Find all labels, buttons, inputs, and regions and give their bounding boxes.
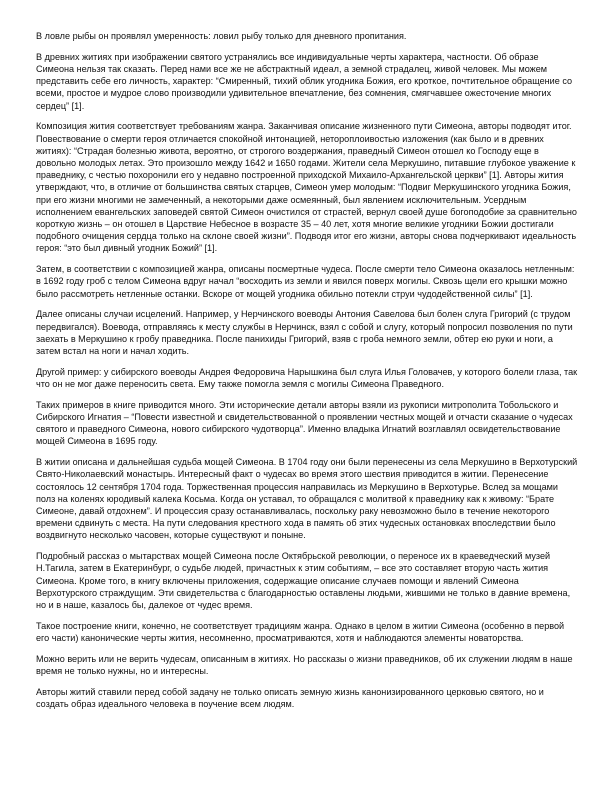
paragraph-11: Можно верить или не верить чудесам, описанным в житиях. Но рассказы о жизни праведников, об их служении людям в наше время не только нужны, но и интересны. — [36, 653, 573, 677]
paragraph-5: Далее описаны случаи исцелений. Например, у Нерчинского воеводы Антония Савелова был болен слуга Григорий (с трудом передвигался). Воевода, отправляясь к месту службы в Нерчинск, взял с собой и слугу, который попросил позволения по пути заехать в Меркушино к гробу праведника. После панихиды Григорий, взяв с гроба немного земли, обтер ею руки и ноги, а затем встал на ноги и начал ходить. — [36, 309, 573, 357]
paragraph-1: В ловле рыбы он проявлял умеренность: ловил рыбу только для дневного пропитания. — [36, 31, 407, 41]
paragraph-4: Затем, в соответствии с композицией жанра, описаны посмертные чудеса. После смерти тело Симеона оказалось нетленным: в 1692 году гроб с телом Симеона вдруг начал “восходить из земли и явился поверх могилы. Сквозь щели его крышки можно было рассмотреть нетленные останки. Вскоре от мощей угодника обильно потекли струи чудодейственной силы” [1]. — [36, 264, 575, 299]
paragraph-9: Подробный рассказ о мытарствах мощей Симеона после Октябрьской революции, о переносе их в краеведческий музей Н.Тагила, затем в Екатеринбург, о судьбе людей, причастных к этим событиям, – все это составляет вторую часть жития Симеона. Кроме того, в книгу включены приложения, содержащие описание случаев помощи и явлений Симеона Верхотурского страждущим. Эти свидетельства с благодарностью оставлены людьми, жившими не только в давние времена, но и в наше, казалось бы, далекое от чудес время. — [36, 551, 571, 611]
paragraph-3: Композиция жития соответствует требованиям жанра. Заканчивая описание жизненного пути Симеона, авторы подводят итог. Повествование о смерти героя отличается спокойной интонацией, нетороплоивостью изложения (как было и в древних житиях): “Страдая болезнью живота, вероятно, от строгого воздержания, праведный Симеон отошел ко Господу еще в довольно молодых летах. Это произошло между 1642 и 1650 годами. Жители села Меркушино, питавшие глубокое уважение к праведнику, с честью похоронили его у недавно построенной приходской Михаило-Архангельской церкви” [1]. Авторы жития утверждают, что, в отличие от большинства святых старцев, Симеон умер молодым: “Подвиг Меркушинского угодника Божия, при его жизни многими не замеченный, а некоторыми даже осмеянный, был явлением исключительным. Усердным исполнением евангельских заповедей святой Симеон очистился от страстей, вернул своей душе богоподобие за сравнительно короткую жизнь – он отошел в Царствие Небесное в возрасте 35 – 40 лет, хотя многие великие угодники Божии достигали подобного очищения сердца только на склоне своей жизни”. Подводя итог его жизни, авторы снова подчеркивают идеальность героя: “это был дивный угодник Божий” [1]. — [36, 121, 577, 254]
paragraph-10: Такое построение книги, конечно, не соответствует традициям жанра. Однако в целом в житии Симеона (особенно в первой его части) канонические черты жития, несомненно, просматриваются, хотя и наблюдаются элементы новаторства. — [36, 620, 565, 644]
paragraph-6: Другой пример: у сибирского воеводы Андрея Федоровича Нарышкина был слуга Илья Головачев, у которого болели глаза, так что он не мог даже переносить света. Ему также помогла земля с могилы Симеона Праведного. — [36, 366, 578, 390]
paragraph-12: Авторы житий ставили перед собой задачу не только описать земную жизнь канонизированного церковью святого, но и создать образ идеального человека в поучение всем людям. — [36, 686, 544, 710]
paragraph-7: Таких примеров в книге приводится много. Эти исторические детали авторы взяли из рукописи митрополита Тобольского и Сибирского Игнатия – “Повести известной и свидетельствованной о проявлении честных мощей и отчасти сказание о чудесах святого и праведного Симеона, нового сибирского чудотворца”. Именно владыка Игнатий возглавлял освидетельствование мощей Симеона в 1695 году. — [36, 399, 573, 447]
paragraph-8: В житии описана и дальнейшая судьба мощей Симеона. В 1704 году они были перенесены из села Меркушино в Верхотурский Свято-Николаевский монастырь. Интересный факт о чудесах во время этого шествия приводится в житии. Перенесение состоялось 12 сентября 1704 года. Торжественная процессия направилась из Меркушино в Верхотурье. Вслед за мощами полз на коленях юродивый калека Косьма. Когда он уставал, то обращался с молитвой к праведнику как к живому: “Брате Симеоне, давай отдохнем”. И процессия сразу останавливалась, поскольку раку невозможно было в течение некоторого времени сдвинуть с места. На пути следования крестного хода в память об этих чудесных остановках впоследствии было воздвигнуто несколько часовен, которые существуют и поныне. — [36, 457, 578, 541]
paragraph-2: В древних житиях при изображении святого устранялись все индивидуальные черты характера, частности. Об образе Симеона нельзя так сказать. Перед нами все же не абстрактный идеал, а земной страдалец, живой человек. Мы можем представить себе его личность, характер: “Смиренный, тихий облик угодника Божия, его кроткое, почтительное обращение со всеми, простое и мудрое слово производили удивительное впечатление, без сомнения, смягчавшее ожесточение многих сердец” [1]. — [36, 51, 573, 111]
